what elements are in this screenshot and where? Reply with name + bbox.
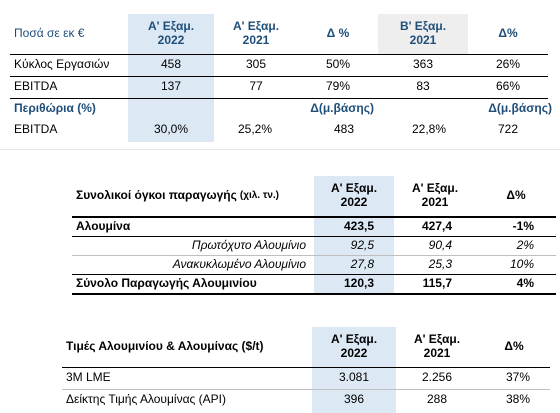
cell: 30,0% bbox=[153, 122, 188, 137]
col-h1-2022 bbox=[312, 327, 396, 367]
cell: 66% bbox=[495, 79, 521, 94]
cell: 26% bbox=[495, 57, 521, 72]
col-h1-2021-line1: Α' Εξαμ. bbox=[411, 181, 459, 196]
cell: 38% bbox=[505, 392, 530, 407]
table-row bbox=[0, 55, 560, 75]
col-h1-2022-line1: Α' Εξαμ. bbox=[330, 181, 378, 196]
row-label: Πρωτόχυτο Αλουμίνιο bbox=[191, 238, 306, 253]
delta-bps-label-2: Δ(μ.βάσης) bbox=[488, 101, 552, 116]
cell: 92,5 bbox=[350, 238, 374, 253]
col-h1-2022-line2: 2022 bbox=[157, 33, 185, 47]
cell: 483 bbox=[333, 122, 354, 137]
col-h1-2022 bbox=[128, 14, 214, 54]
table-row bbox=[0, 77, 560, 97]
table3-header bbox=[0, 327, 560, 367]
cell: 83 bbox=[416, 79, 430, 94]
table-row bbox=[0, 256, 560, 274]
col-h1-2021-line1: Α' Εξαμ. bbox=[413, 332, 461, 347]
row-label: Δείκτης Τιμής Αλουμίνας (API) bbox=[66, 392, 226, 407]
col-h1-2021-line2: 2021 bbox=[242, 33, 270, 47]
cell: 79% bbox=[325, 79, 351, 94]
col-delta: Δ% bbox=[506, 188, 526, 203]
financials-table bbox=[0, 0, 560, 150]
prices-title: Τιμές Αλουμινίου & Αλουμίνας ($/t) bbox=[66, 339, 264, 354]
production-unit: (χιλ. τν.) bbox=[239, 190, 279, 202]
production-title bbox=[72, 176, 314, 216]
table1-header bbox=[0, 14, 560, 54]
row-label: 3M LME bbox=[66, 370, 111, 385]
cell: 288 bbox=[426, 392, 448, 407]
cell: 722 bbox=[497, 122, 518, 137]
cell: 120,3 bbox=[343, 276, 374, 291]
cell: -1% bbox=[512, 219, 534, 234]
cell: 2% bbox=[516, 238, 534, 253]
col-h2-2021 bbox=[378, 14, 468, 54]
cell: 305 bbox=[245, 57, 267, 72]
col-h1-2021 bbox=[394, 176, 476, 216]
col-delta: Δ % bbox=[326, 26, 350, 41]
prices-table bbox=[0, 327, 560, 413]
cell: 10% bbox=[509, 257, 534, 272]
col-h1-2022-line1: Α' Εξαμ. bbox=[147, 19, 195, 34]
table-row bbox=[0, 390, 560, 410]
cell: 423,5 bbox=[343, 219, 374, 234]
table-row bbox=[0, 368, 560, 388]
delta-bps-label: Δ(μ.βάσης) bbox=[310, 101, 374, 116]
section-separator bbox=[0, 149, 560, 150]
col-delta: Δ% bbox=[504, 339, 524, 354]
cell: 77 bbox=[249, 79, 263, 94]
row-label: Σύνολο Παραγωγής Αλουμινίου bbox=[76, 276, 257, 291]
row-label: Κύκλος Εργασιών bbox=[14, 57, 110, 72]
row-label: EBITDA bbox=[14, 122, 58, 137]
col-delta-2: Δ% bbox=[498, 26, 518, 41]
cell: 22,8% bbox=[411, 122, 446, 137]
col-h1-2021 bbox=[214, 14, 298, 54]
table-row bbox=[0, 275, 560, 293]
row-label: EBITDA bbox=[14, 79, 58, 94]
row-label: Αλουμίνα bbox=[76, 219, 131, 234]
col-h1-2022-line1: Α' Εξαμ. bbox=[330, 332, 378, 347]
cell: 3.081 bbox=[338, 370, 370, 385]
cell: 115,7 bbox=[422, 276, 452, 291]
col-h1-2022-line2: 2022 bbox=[340, 346, 368, 360]
margins-label: Περιθώρια (%) bbox=[14, 101, 96, 116]
table-row bbox=[0, 120, 560, 140]
production-volumes-table bbox=[0, 176, 560, 296]
cell: 37% bbox=[505, 370, 530, 385]
cell: 50% bbox=[325, 57, 351, 72]
cell: 90,4 bbox=[428, 238, 452, 253]
divider bbox=[72, 293, 556, 295]
col-h2-2021-line1: Β' Εξαμ. bbox=[399, 19, 447, 34]
cell: 396 bbox=[343, 392, 365, 407]
cell: 25,3 bbox=[428, 257, 452, 272]
table2-header bbox=[0, 176, 560, 216]
cell: 4% bbox=[516, 276, 534, 291]
production-title-text: Συνολικοί όγκοι παραγωγής bbox=[76, 188, 237, 203]
col-h2-2021-line2: 2021 bbox=[409, 33, 437, 47]
cell: 2.256 bbox=[421, 370, 453, 385]
cell: 427,4 bbox=[421, 219, 452, 234]
col-h1-2021-line1: Α' Εξαμ. bbox=[232, 19, 280, 34]
cell: 363 bbox=[412, 57, 434, 72]
col-h1-2021-line2: 2021 bbox=[421, 195, 449, 209]
margins-header-row bbox=[0, 99, 560, 119]
table-row bbox=[0, 218, 560, 236]
col-h1-2021-line2: 2021 bbox=[423, 346, 451, 360]
cell: 25,2% bbox=[237, 122, 272, 137]
amounts-label: Ποσά σε εκ € bbox=[14, 26, 85, 41]
table-row bbox=[0, 237, 560, 255]
col-h1-2021 bbox=[396, 327, 478, 367]
col-h1-2022 bbox=[314, 176, 394, 216]
cell: 458 bbox=[160, 57, 182, 72]
row-label: Ανακυκλωμένο Αλουμίνιο bbox=[172, 257, 306, 272]
col-h1-2022-line2: 2022 bbox=[340, 195, 368, 209]
cell: 27,8 bbox=[350, 257, 374, 272]
cell: 137 bbox=[160, 79, 182, 94]
